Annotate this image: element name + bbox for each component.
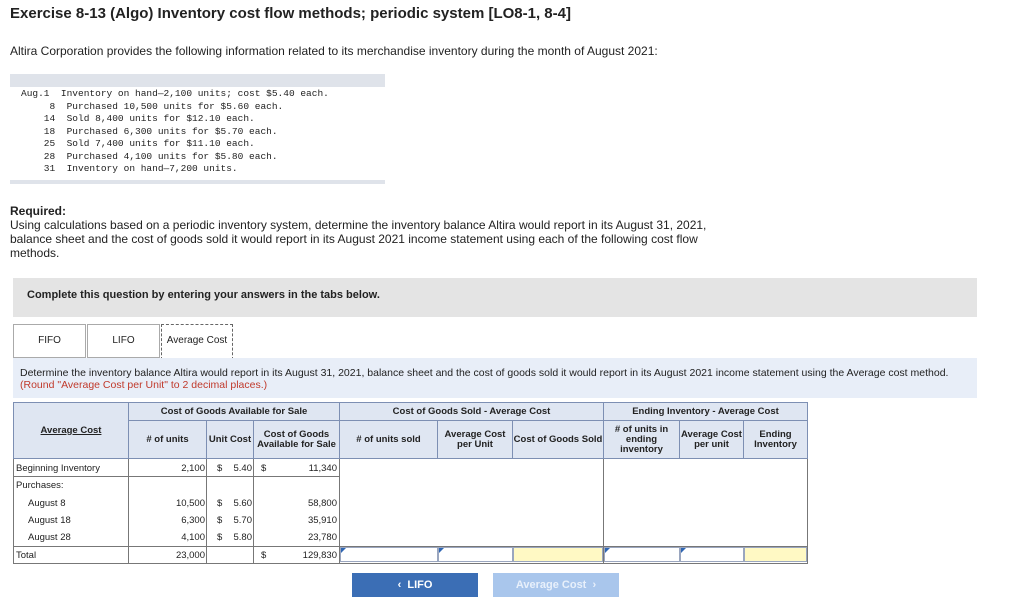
cost-available-value: 35,910 [307, 515, 337, 526]
chevron-right-icon: › [592, 579, 597, 591]
cost-available-total: 129,830 [302, 550, 337, 561]
intro-text: Altira Corporation provides the following information related to its merchandise inventory during the month of August 2021: [10, 44, 658, 58]
cost-available-value: 23,780 [307, 532, 337, 543]
instructions-label: Complete this question by entering your answers in the tabs below. [27, 289, 380, 301]
col-header-cost-available: Cost of Goods Available for Sale [253, 420, 340, 459]
transactions-box [10, 74, 385, 184]
units-value: 10,500 [175, 498, 205, 509]
row-label: Beginning Inventory [16, 463, 100, 474]
col-header-cogs: Cost of Goods Sold [512, 420, 604, 459]
unit-cost-value: 5.40 [233, 463, 252, 474]
tab-panel [13, 358, 977, 398]
tab-fifo[interactable]: FIFO [13, 324, 86, 358]
units-sold-input[interactable] [340, 547, 438, 562]
cost-available-value: 58,800 [307, 498, 337, 509]
transaction-line: 25 Sold 7,400 units for $11.10 each. [21, 138, 255, 149]
group-header-ending: Ending Inventory - Average Cost [603, 402, 808, 421]
transaction-line: 14 Sold 8,400 units for $12.10 each. [21, 113, 255, 124]
currency-sign: $ [261, 463, 267, 474]
ending-inventory-input[interactable] [744, 547, 807, 562]
transaction-line: 8 Purchased 10,500 units for $5.60 each. [21, 100, 284, 112]
group-header-cogs: Cost of Goods Sold - Average Cost [339, 402, 604, 421]
col-header-units-ending: # of units in ending inventory [603, 420, 680, 459]
unit-cost-value: 5.70 [233, 515, 252, 526]
currency-sign: $ [217, 532, 223, 543]
unit-cost-value: 5.60 [233, 498, 252, 509]
avg-cost-ending-input[interactable] [680, 547, 744, 562]
col-header-units-sold: # of units sold [339, 420, 438, 459]
col-header-unit-cost: Unit Cost [206, 420, 254, 459]
transaction-line: 31 Inventory on hand—7,200 units. [21, 163, 238, 174]
tab-average-cost[interactable]: Average Cost [161, 324, 233, 360]
required-heading: Required: [10, 204, 67, 218]
cogs-input[interactable] [513, 547, 603, 562]
tab-lifo[interactable]: LIFO [87, 324, 160, 358]
row-label: Total [16, 550, 37, 561]
panel-instruction: Determine the inventory balance Altira would report in its August 31, 2021, balance sheet and the cost of goods sold it would report in its August 2021 income statement using the Average cost method. [20, 367, 949, 379]
table-corner-title: Average Cost [13, 402, 129, 459]
row-label: Purchases: [16, 480, 64, 491]
next-tab-button[interactable] [493, 573, 619, 597]
currency-sign: $ [217, 498, 223, 509]
col-header-units: # of units [128, 420, 207, 459]
prev-tab-label: LIFO [407, 579, 433, 591]
rounding-note: (Round "Average Cost per Unit" to 2 decimal places.) [20, 379, 268, 391]
instructions-banner [13, 278, 977, 317]
currency-sign: $ [217, 515, 223, 526]
next-tab-label: Average Cost [515, 579, 587, 591]
row-label: August 18 [28, 515, 71, 526]
col-header-avg-cost-sold: Average Cost per Unit [437, 420, 513, 459]
cost-available-value: 11,340 [308, 463, 337, 474]
currency-sign: $ [217, 463, 223, 474]
group-header-available: Cost of Goods Available for Sale [128, 402, 340, 421]
page-title: Exercise 8-13 (Algo) Inventory cost flow methods; periodic system [LO8-1, 8-4] [10, 5, 571, 22]
required-text: Using calculations based on a periodic inventory system, determine the inventory balance Altira would report in its August 31, 2021, balance sheet and the cost of goods sold it would report in its August 2021 income statement using each of the following cost flow methods. [10, 218, 707, 260]
avg-cost-sold-input[interactable] [438, 547, 513, 562]
transaction-line: 18 Purchased 6,300 units for $5.70 each. [21, 125, 278, 137]
units-value: 23,000 [175, 550, 205, 561]
transaction-line: Aug.1 Inventory on hand—2,100 units; cost $5.40 each. [21, 88, 329, 99]
row-label: August 8 [28, 498, 66, 509]
prev-tab-button[interactable] [352, 573, 478, 597]
unit-cost-value: 5.80 [233, 532, 252, 543]
average-cost-table [13, 402, 808, 564]
units-value: 4,100 [181, 532, 205, 543]
units-value: 6,300 [181, 515, 205, 526]
transaction-line: 28 Purchased 4,100 units for $5.80 each. [21, 150, 278, 162]
chevron-left-icon: ‹ [397, 579, 402, 591]
col-header-ending-inventory: Ending Inventory [743, 420, 808, 459]
col-header-avg-cost-ending: Average Cost per unit [679, 420, 744, 459]
row-label: August 28 [28, 532, 71, 543]
units-value: 2,100 [181, 463, 205, 474]
units-ending-input[interactable] [604, 547, 680, 562]
currency-sign: $ [261, 550, 267, 561]
